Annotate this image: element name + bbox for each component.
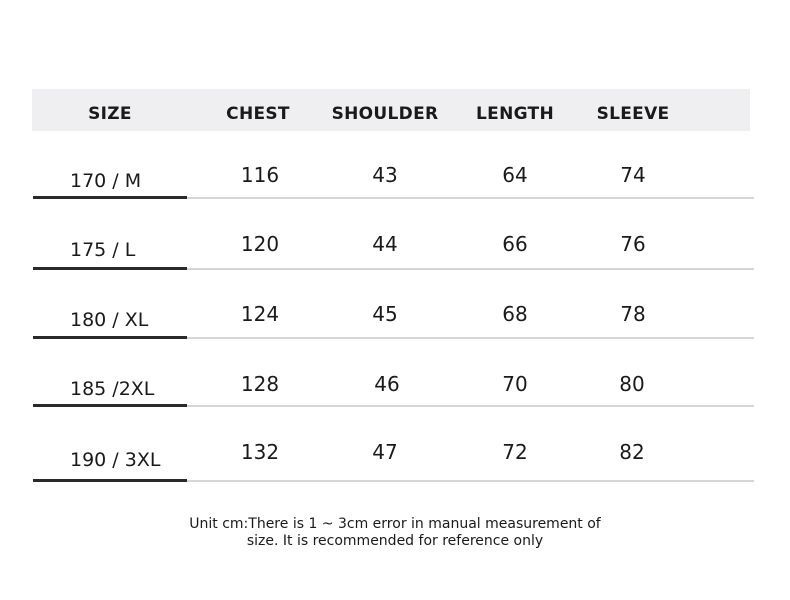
length-value: 72 xyxy=(502,440,528,464)
chest-value: 128 xyxy=(240,372,280,396)
sleeve-value: 82 xyxy=(619,440,645,464)
table-row xyxy=(0,406,790,476)
chest-value: 124 xyxy=(240,302,280,326)
header-chest: CHEST xyxy=(226,104,290,124)
header-sleeve: SLEEVE xyxy=(596,104,670,124)
length-value: 68 xyxy=(502,302,528,326)
shoulder-value: 45 xyxy=(372,302,398,326)
sleeve-value: 78 xyxy=(620,302,646,326)
sleeve-value: 80 xyxy=(619,372,645,396)
size-label: 185 /2XL xyxy=(70,378,155,400)
size-label: 175 / L xyxy=(70,239,136,261)
row-divider-thin xyxy=(187,480,754,482)
length-value: 70 xyxy=(502,372,528,396)
table-row xyxy=(0,338,790,408)
table-row xyxy=(0,199,790,269)
size-label: 190 / 3XL xyxy=(70,449,161,471)
header-length: LENGTH xyxy=(476,104,554,124)
table-row xyxy=(0,130,790,200)
shoulder-value: 47 xyxy=(372,440,398,464)
length-value: 64 xyxy=(502,163,528,187)
chest-value: 132 xyxy=(240,440,280,464)
header-size: SIZE xyxy=(88,104,132,124)
chest-value: 116 xyxy=(240,163,280,187)
length-value: 66 xyxy=(502,232,528,256)
shoulder-value: 46 xyxy=(374,372,400,396)
shoulder-value: 44 xyxy=(372,232,398,256)
note-line-2: size. It is recommended for reference only xyxy=(246,533,544,549)
table-row xyxy=(0,269,790,339)
header-shoulder: SHOULDER xyxy=(331,104,439,124)
row-divider-thick xyxy=(33,479,187,482)
note-line-1: Unit cm:There is 1 ~ 3cm error in manual measurement of xyxy=(189,516,601,532)
size-label: 170 / M xyxy=(70,170,142,192)
measurement-note xyxy=(0,516,790,550)
sleeve-value: 74 xyxy=(620,163,646,187)
sleeve-value: 76 xyxy=(620,232,646,256)
size-label: 180 / XL xyxy=(70,309,149,331)
chest-value: 120 xyxy=(240,232,280,256)
shoulder-value: 43 xyxy=(372,163,398,187)
